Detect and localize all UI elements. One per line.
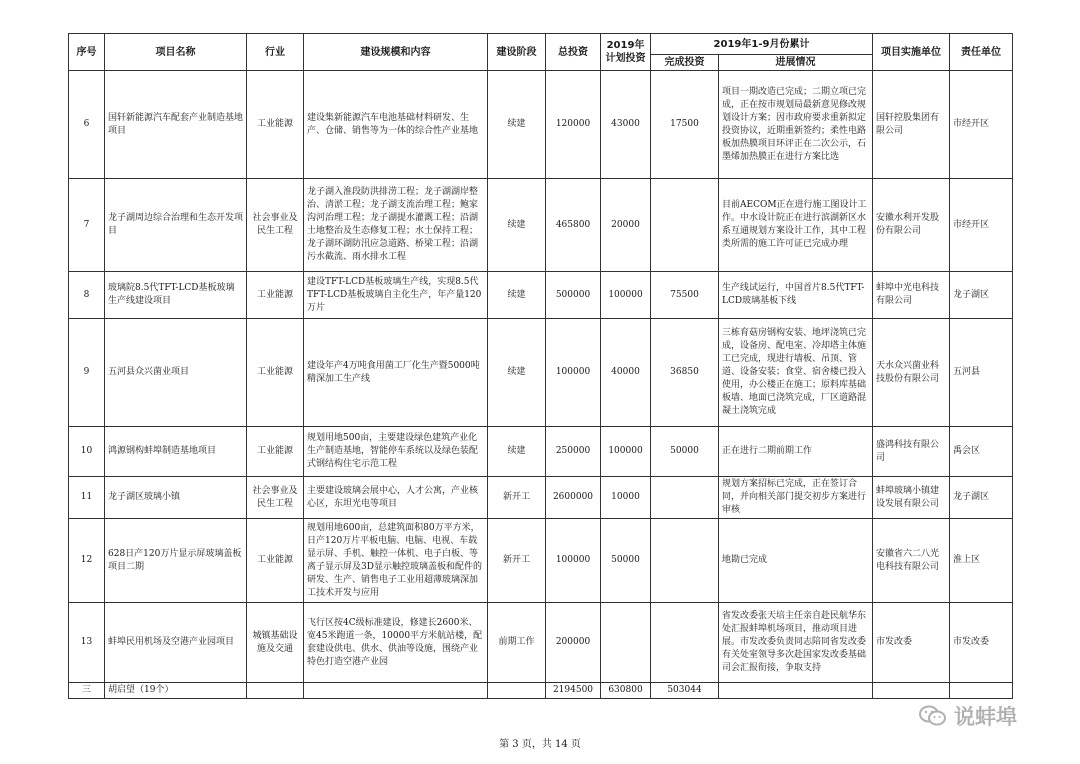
cell-plan: 10000 <box>601 477 651 519</box>
cell-total: 500000 <box>546 272 601 319</box>
cell-unit: 蚌埠中光电科技有限公司 <box>873 272 950 319</box>
watermark-text: 说蚌埠 <box>954 705 1017 729</box>
cell-plan: 40000 <box>601 319 651 427</box>
header-done: 完成投资 <box>651 55 719 71</box>
cell-no: 10 <box>69 427 105 477</box>
cell-no: 6 <box>69 71 105 179</box>
category-plan: 630800 <box>601 683 651 699</box>
cell-plan: 43000 <box>601 71 651 179</box>
cell-name: 玻璃院8.5代TFT-LCD基板玻璃生产线建设项目 <box>105 272 247 319</box>
cell-total: 200000 <box>546 603 601 683</box>
category-done: 503044 <box>651 683 719 699</box>
cell-total: 250000 <box>546 427 601 477</box>
cell-resp: 五河县 <box>950 319 1013 427</box>
cell-plan: 20000 <box>601 179 651 272</box>
cell-name: 蚌埠民用机场及空港产业园项目 <box>105 603 247 683</box>
cell-industry: 工业能源 <box>247 272 304 319</box>
cell-industry: 工业能源 <box>247 319 304 427</box>
cell-plan: 50000 <box>601 519 651 603</box>
cell-stage: 续建 <box>488 272 546 319</box>
cell-name: 鸿源钢构蚌埠制造基地项目 <box>105 427 247 477</box>
cell-name: 龙子湖区玻璃小镇 <box>105 477 247 519</box>
cell-stage: 续建 <box>488 319 546 427</box>
cell-unit: 蚌埠玻璃小镇建设发展有限公司 <box>873 477 950 519</box>
cell-name: 国轩新能源汽车配套产业制造基地项目 <box>105 71 247 179</box>
cell-no: 8 <box>69 272 105 319</box>
cell-done: 17500 <box>651 71 719 179</box>
cell-done <box>651 179 719 272</box>
cell-plan: 100000 <box>601 427 651 477</box>
empty-cell <box>950 683 1013 699</box>
cell-scale: 建设TFT-LCD基板玻璃生产线，实现8.5代TFT-LCD基板玻璃自主化生产，年产量120万片 <box>304 272 488 319</box>
cell-industry: 社会事业及民生工程 <box>247 179 304 272</box>
cell-scale: 主要建设玻璃会展中心，人才公寓，产业核心区，东坦光电等项目 <box>304 477 488 519</box>
cell-unit: 安徽省六二八光电科技有限公司 <box>873 519 950 603</box>
cell-progress: 三栋育菇房钢构安装、地坪浇筑已完成，设备房、配电室、冷却塔主体施工已完成，现进行墙板、吊顶、管道、设备安装；食堂、宿舍楼已投入使用，办公楼正在施工；原料库基础板墙、地面已浇筑完成，厂区道路混凝土浇筑完成 <box>719 319 873 427</box>
cell-unit: 盛鸿科技有限公司 <box>873 427 950 477</box>
cell-progress: 省发改委张天培主任亲自赴民航华东处汇报蚌埠机场项目，推动项目进展。市发改委负责同志陪同省发改委有关处室领导多次赴国家发改委基础司会汇报衔接，争取支持 <box>719 603 873 683</box>
project-table <box>68 33 1013 699</box>
header-cumulative: 2019年1-9月份累计 <box>651 34 873 55</box>
header-plan: 2019年计划投资 <box>601 34 651 71</box>
cell-total: 2600000 <box>546 477 601 519</box>
table-row <box>69 272 1013 319</box>
cell-progress: 规划方案招标已完成，正在签订合同，并向相关部门提交初步方案进行审核 <box>719 477 873 519</box>
cell-plan <box>601 603 651 683</box>
header-total: 总投资 <box>546 34 601 71</box>
table-row <box>69 603 1013 683</box>
page-footer: 第 3 页，共 14 页 <box>499 739 581 750</box>
cell-done: 50000 <box>651 427 719 477</box>
empty-cell <box>488 683 546 699</box>
cell-scale: 规划用地600亩，总建筑面积80万平方米，日产120万片平板电脑、电脑、电视、车载显示屏、手机、触控一体机、电子白板、等离子显示屏及3D显示触控玻璃盖板和配件的研发、生产、销售电子工业用超薄玻璃深加工技术开发与应用 <box>304 519 488 603</box>
table-row <box>69 427 1013 477</box>
cell-no: 12 <box>69 519 105 603</box>
cell-stage: 续建 <box>488 179 546 272</box>
table-row <box>69 477 1013 519</box>
cell-name: 五河县众兴菌业项目 <box>105 319 247 427</box>
cell-progress: 地勘已完成 <box>719 519 873 603</box>
cell-total: 120000 <box>546 71 601 179</box>
cell-plan: 100000 <box>601 272 651 319</box>
cell-done: 75500 <box>651 272 719 319</box>
header-stage: 建设阶段 <box>488 34 546 71</box>
header-progress: 进展情况 <box>719 55 873 71</box>
cell-industry: 城镇基础设施及交通 <box>247 603 304 683</box>
cell-progress: 正在进行二期前期工作 <box>719 427 873 477</box>
cell-resp: 禹会区 <box>950 427 1013 477</box>
cell-progress: 生产线试运行，中国首片8.5代TFT-LCD玻璃基板下线 <box>719 272 873 319</box>
header-resp: 责任单位 <box>950 34 1013 71</box>
cell-done <box>651 519 719 603</box>
table-row <box>69 179 1013 272</box>
cell-unit: 安徽水利开发股份有限公司 <box>873 179 950 272</box>
cell-scale: 龙子湖入淮段防洪排涝工程；龙子湖湖岸整治、清淤工程；龙子湖支流治理工程；鲍家沟河治理工程；龙子湖提水灌溉工程；沿湖土地整治及生态修复工程；水土保持工程；龙子湖环湖防汛应急道路、桥梁工程；沿湖污水截流、雨水排水工程 <box>304 179 488 272</box>
cell-resp: 市经开区 <box>950 71 1013 179</box>
empty-cell <box>719 683 873 699</box>
cell-industry: 工业能源 <box>247 71 304 179</box>
cell-resp: 龙子湖区 <box>950 477 1013 519</box>
cell-total: 100000 <box>546 519 601 603</box>
cell-no: 13 <box>69 603 105 683</box>
category-name: 胡启望（19个） <box>105 683 247 699</box>
cell-resp: 市经开区 <box>950 179 1013 272</box>
cell-scale: 建设集新能源汽车电池基础材料研发、生产、仓储、销售等为一体的综合性产业基地 <box>304 71 488 179</box>
cell-no: 9 <box>69 319 105 427</box>
category-total: 2194500 <box>546 683 601 699</box>
cell-industry: 工业能源 <box>247 519 304 603</box>
cell-stage: 新开工 <box>488 519 546 603</box>
cell-industry: 工业能源 <box>247 427 304 477</box>
cell-done <box>651 477 719 519</box>
empty-cell <box>304 683 488 699</box>
cell-name: 龙子湖周边综合治理和生态开发项目 <box>105 179 247 272</box>
cell-resp: 市发改委 <box>950 603 1013 683</box>
cell-total: 465800 <box>546 179 601 272</box>
cell-resp: 淮上区 <box>950 519 1013 603</box>
table-row <box>69 319 1013 427</box>
header-no: 序号 <box>69 34 105 71</box>
cell-industry: 社会事业及民生工程 <box>247 477 304 519</box>
category-no: 三 <box>69 683 105 699</box>
table-row <box>69 71 1013 179</box>
cell-progress: 目前AECOM正在进行施工图设计工作。中水设计院正在进行滨湖新区水系互通规划方案设计工作，其中工程类所需的施工许可证已完成办理 <box>719 179 873 272</box>
cell-done <box>651 603 719 683</box>
header-unit: 项目实施单位 <box>873 34 950 71</box>
header-scale: 建设规模和内容 <box>304 34 488 71</box>
cell-no: 7 <box>69 179 105 272</box>
cell-stage: 新开工 <box>488 477 546 519</box>
cell-name: 628日产120万片显示屏玻璃盖板项目二期 <box>105 519 247 603</box>
cell-resp: 龙子湖区 <box>950 272 1013 319</box>
cell-no: 11 <box>69 477 105 519</box>
category-row <box>69 683 1013 699</box>
cell-unit: 市发改委 <box>873 603 950 683</box>
header-industry: 行业 <box>247 34 304 71</box>
cell-scale: 规划用地500亩，主要建设绿色建筑产业化生产制造基地，智能停车系统以及绿色装配式钢结构住宅示范工程 <box>304 427 488 477</box>
cell-unit: 天水众兴菌业科技股份有限公司 <box>873 319 950 427</box>
cell-scale: 飞行区按4C级标准建设，修建长2600米、宽45米跑道一条，10000平方米航站楼，配套建设供电、供水、供油等设施，围绕产业特色打造空港产业园 <box>304 603 488 683</box>
empty-cell <box>247 683 304 699</box>
cell-scale: 建设年产4万吨食用菌工厂化生产暨5000吨精深加工生产线 <box>304 319 488 427</box>
cell-stage: 续建 <box>488 427 546 477</box>
cell-stage: 续建 <box>488 71 546 179</box>
table-row <box>69 519 1013 603</box>
cell-unit: 国轩控股集团有限公司 <box>873 71 950 179</box>
cell-done: 36850 <box>651 319 719 427</box>
watermark <box>918 701 1017 731</box>
wechat-icon <box>918 704 948 728</box>
cell-progress: 项目一期改造已完成；二期立项已完成，正在按市规划局最新意见修改规划设计方案；因市政府要求重新拟定投资协议，近期重新签约；柔性电路板加热膜项目环评正在二次公示，石墨烯加热膜正在进行方案比选 <box>719 71 873 179</box>
empty-cell <box>873 683 950 699</box>
cell-stage: 前期工作 <box>488 603 546 683</box>
header-name: 项目名称 <box>105 34 247 71</box>
cell-total: 100000 <box>546 319 601 427</box>
